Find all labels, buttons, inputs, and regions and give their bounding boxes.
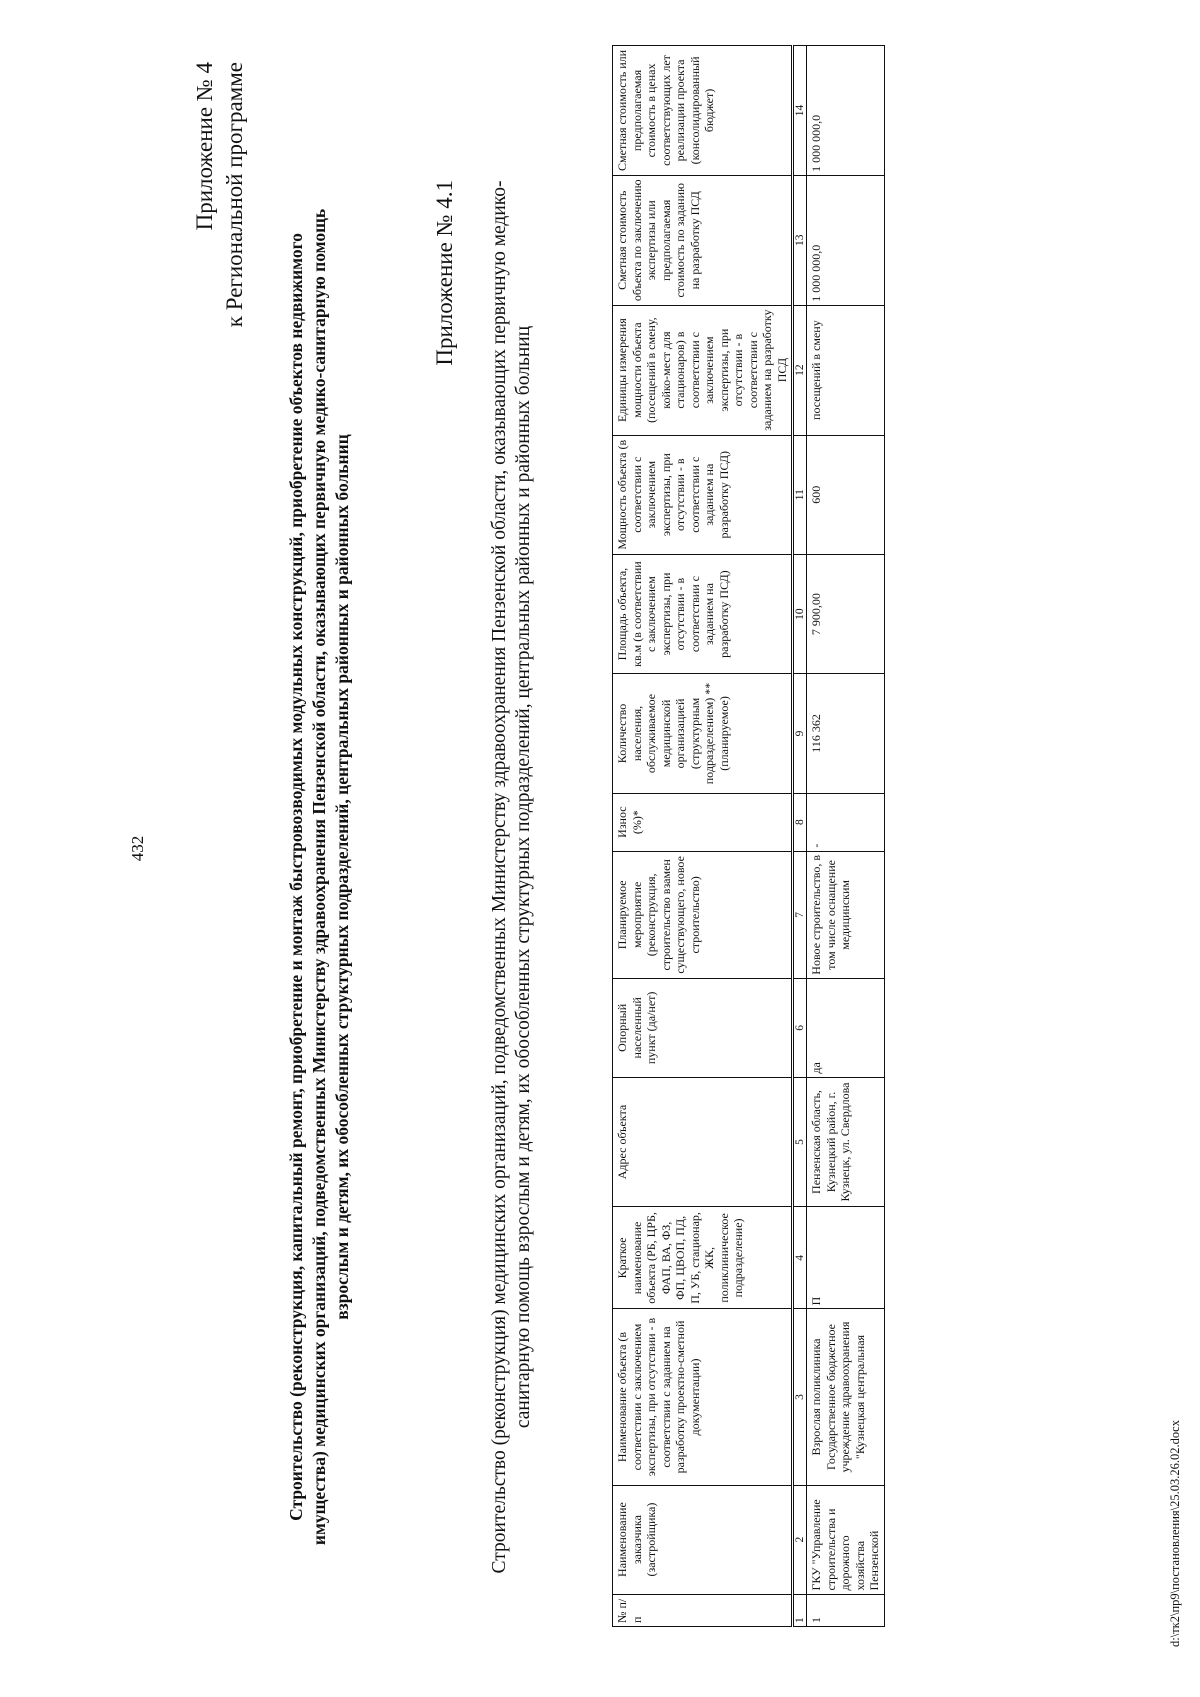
appendix-4-1-label: Приложение № 4.1 — [432, 180, 457, 366]
header-cell: Площадь объекта, кв.м (в соответствии с заключением экспертизы, при отсутствии - в соответствии с заданием на разработку ПСД) — [613, 554, 793, 673]
header-cell: Сметная стоимость или предполагаемая стоимость в ценах соответствующих лет реализации проекта (консолидированный бюджет) — [613, 46, 793, 176]
column-number-row — [793, 46, 807, 1627]
column-number-cell: 7 — [793, 851, 807, 979]
column-number-cell: 11 — [793, 435, 807, 554]
capacity-unit-cell: посещений в смену — [807, 305, 885, 435]
header-cell: Адрес объекта — [613, 1077, 793, 1207]
header-cell: Единицы измерения мощности объекта (посещений в смену, койко-мест для стационаров) в соответствии с заключением экспертизы, при отсутствии - в соответствии с заданием на разработку ПСД — [613, 305, 793, 435]
area-cell: 7 900,00 — [807, 554, 885, 673]
object-name-cell: Взрослая поликлиника Государственное бюджетное учреждение здравоохранения "Кузнецкая центральная — [807, 1309, 885, 1485]
capacity-cell: 600 — [807, 435, 885, 554]
column-number-cell: 3 — [793, 1309, 807, 1485]
appendix-4-reference: к Региональной программе — [222, 62, 247, 328]
column-number-cell: 14 — [793, 46, 807, 176]
header-cell: № п/п — [613, 1594, 793, 1626]
column-number-cell: 10 — [793, 554, 807, 673]
estimated-cost-cell: 1 000 000,0 — [807, 175, 885, 305]
table-title: Строительство (реконструкция) медицинских организаций, подведомственных Министерству здравоохранения Пензенской области, оказывающих первичную медико-санитарную помощь взрослым и детям, их обособленных структурных подразделений, центральных районных и районных больниц — [489, 180, 534, 1574]
column-number-cell: 12 — [793, 305, 807, 435]
column-number-cell: 1 — [793, 1594, 807, 1626]
header-cell: Сметная стоимость объекта по заключению экспертизы или предполагаемая стоимость по заданию на разработку ПСД — [613, 175, 793, 305]
header-cell: Опорный населенный пункт (да/нет) — [613, 979, 793, 1078]
column-number-cell: 2 — [793, 1485, 807, 1594]
short-name-cell: П — [807, 1207, 885, 1309]
header-cell: Краткое наименование объекта (РБ, ЦРБ, ФАП, ВА, ФЗ, ФП, ЦВОП, ПД, П, УБ, стационар, ЖК, поликлиническое подразделение) — [613, 1207, 793, 1309]
appendix-4-heading — [190, 62, 250, 327]
projected-cost-cell: 1 000 000,0 — [807, 46, 885, 176]
table-header-row — [613, 46, 793, 1627]
header-cell: Наименование заказчика (застройщика) — [613, 1485, 793, 1594]
document-title: Строительство (реконструкция, капитальный ремонт, приобретение и монтаж быстровозводимых модульных конструкций, приобретение объектов недвижимого имущества) медицинских организаций, подведомственных Министерству здравоохранения Пензенской области, оказывающих первичную медико-санитарную помощь взрослым и детям, их обособленных структурных подразделений, центральных районных и районных больниц — [286, 208, 352, 1546]
footer-file-path: d:\тк2\пр9\постановления\25.03.26.02.docx — [1168, 1420, 1182, 1647]
page-number: 432 — [128, 835, 147, 862]
column-number-cell: 13 — [793, 175, 807, 305]
planned-measure-cell: Новое строительство, в том числе оснащение медицинским — [807, 851, 885, 979]
header-cell: Наименование объекта (в соответствии с заключением экспертизы, при отсутствии - в соответствии с заданием на разработку проектно-сметной документации) — [613, 1309, 793, 1485]
population-cell: 116 362 — [807, 674, 885, 793]
table-row — [807, 46, 885, 1627]
column-number-cell: 4 — [793, 1207, 807, 1309]
column-number-cell: 9 — [793, 674, 807, 793]
header-cell: Износ (%)* — [613, 793, 793, 851]
support-settlement-cell: да — [807, 979, 885, 1078]
customer-cell: ГКУ "Управление строительства и дорожного хозяйства Пензенской — [807, 1485, 885, 1594]
appendix-4-label: Приложение № 4 — [192, 62, 217, 231]
wear-cell: - — [807, 793, 885, 851]
construction-objects-table — [612, 45, 885, 1627]
header-cell: Количество населения, обслуживаемое медицинской организацией (структурным подразделением) ** (планируемое) — [613, 674, 793, 793]
column-number-cell: 6 — [793, 979, 807, 1078]
column-number-cell: 8 — [793, 793, 807, 851]
column-number-cell: 5 — [793, 1077, 807, 1207]
address-cell: Пензенская область, Кузнецкий район, г. Кузнецк, ул. Свердлова — [807, 1077, 885, 1207]
header-cell: Планируемое мероприятие (реконструкция, строительство взамен существующего, новое строительство) — [613, 851, 793, 979]
row-number-cell: 1 — [807, 1594, 885, 1626]
header-cell: Мощность объекта (в соответствии с заключением экспертизы, при отсутствии - в соответствии с заданием на разработку ПСД) — [613, 435, 793, 554]
